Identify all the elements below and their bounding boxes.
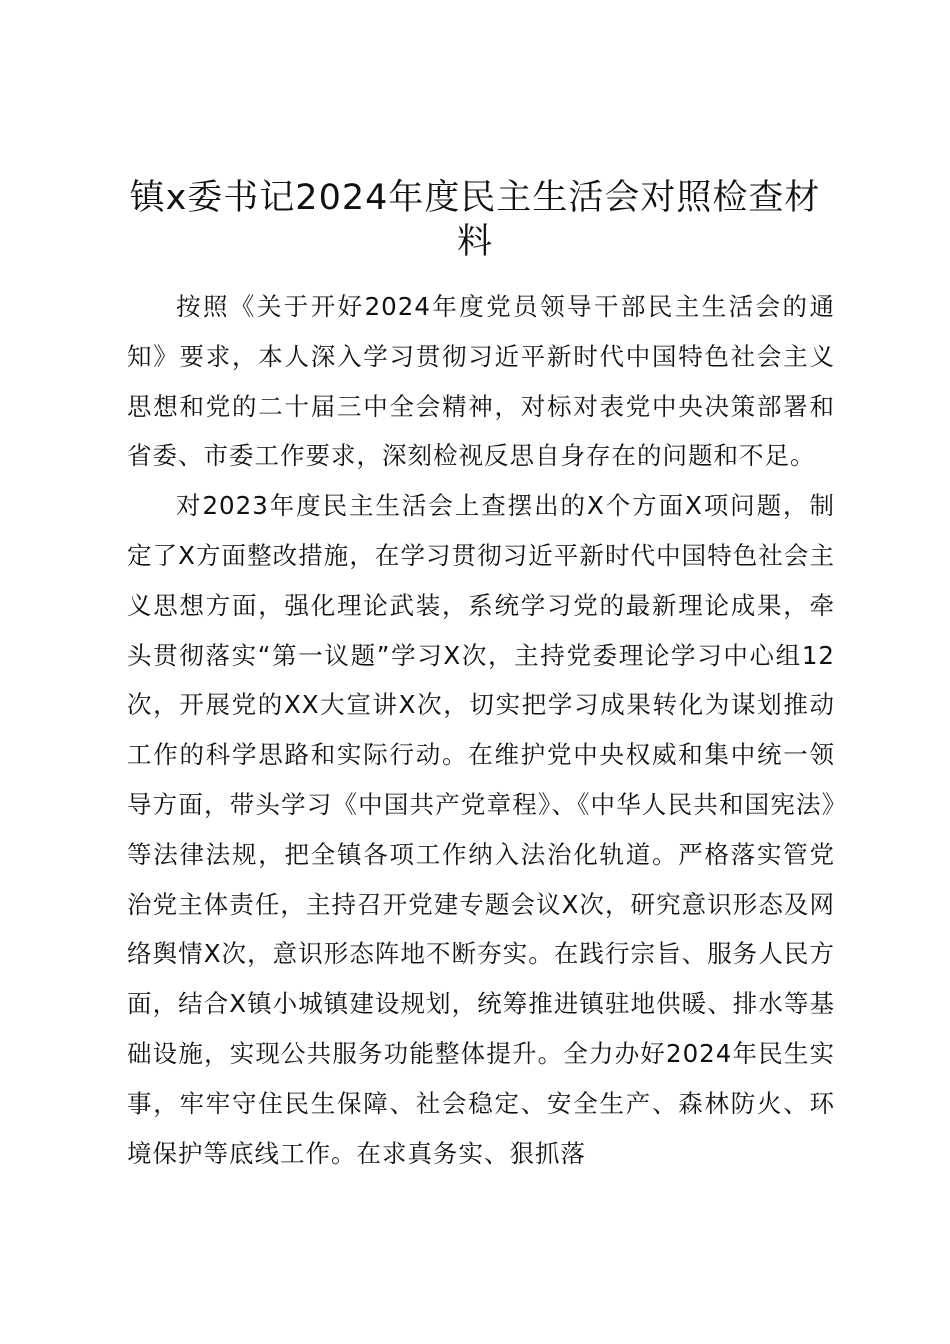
paragraph-intro: 按照《关于开好2024年度党员领导干部民主生活会的通知》要求，本人深入学习贯彻习近平新时代中国特色社会主义思想和党的二十届三中全会精神，对标对表党中央决策部署和省委、市委工作要求，深刻检视反思自身存在的问题和不足。 bbox=[127, 292, 835, 471]
paragraph-rectification: 对2023年度民主生活会上查摆出的X个方面X项问题，制定了X方面整改措施，在学习贯彻习近平新时代中国特色社会主义思想方面，强化理论武装，系统学习党的最新理论成果，牵头贯彻落实“第一议题”学习X次，主持党委理论学习中心组12次，开展党的XX大宣讲X次，切实把学习成果转化为谋划推动工作的科学思路和实际行动。在维护党中央权威和集中统一领导方面，带头学习《中国共产党章程》、《中华人民共和国宪法》等法律法规，把全镇各项工作纳入法治化轨道。严格落实管党治党主体责任，主持召开党建专题会议X次，研究意识形态及网络舆情X次，意识形态阵地不断夯实。在践行宗旨、服务人民方面，结合X镇小城镇建设规划，统筹推进镇驻地供暖、排水等基础设施，实现公共服务功能整体提升。全力办好2024年民生实事，牢牢守住民生保障、社会稳定、安全生产、森林防火、环境保护等底线工作。在求真务实、狠抓落 bbox=[127, 491, 835, 1168]
document-title: 镇x委书记2024年度民主生活会对照检查材料 bbox=[129, 178, 821, 262]
document-body bbox=[127, 282, 835, 1178]
